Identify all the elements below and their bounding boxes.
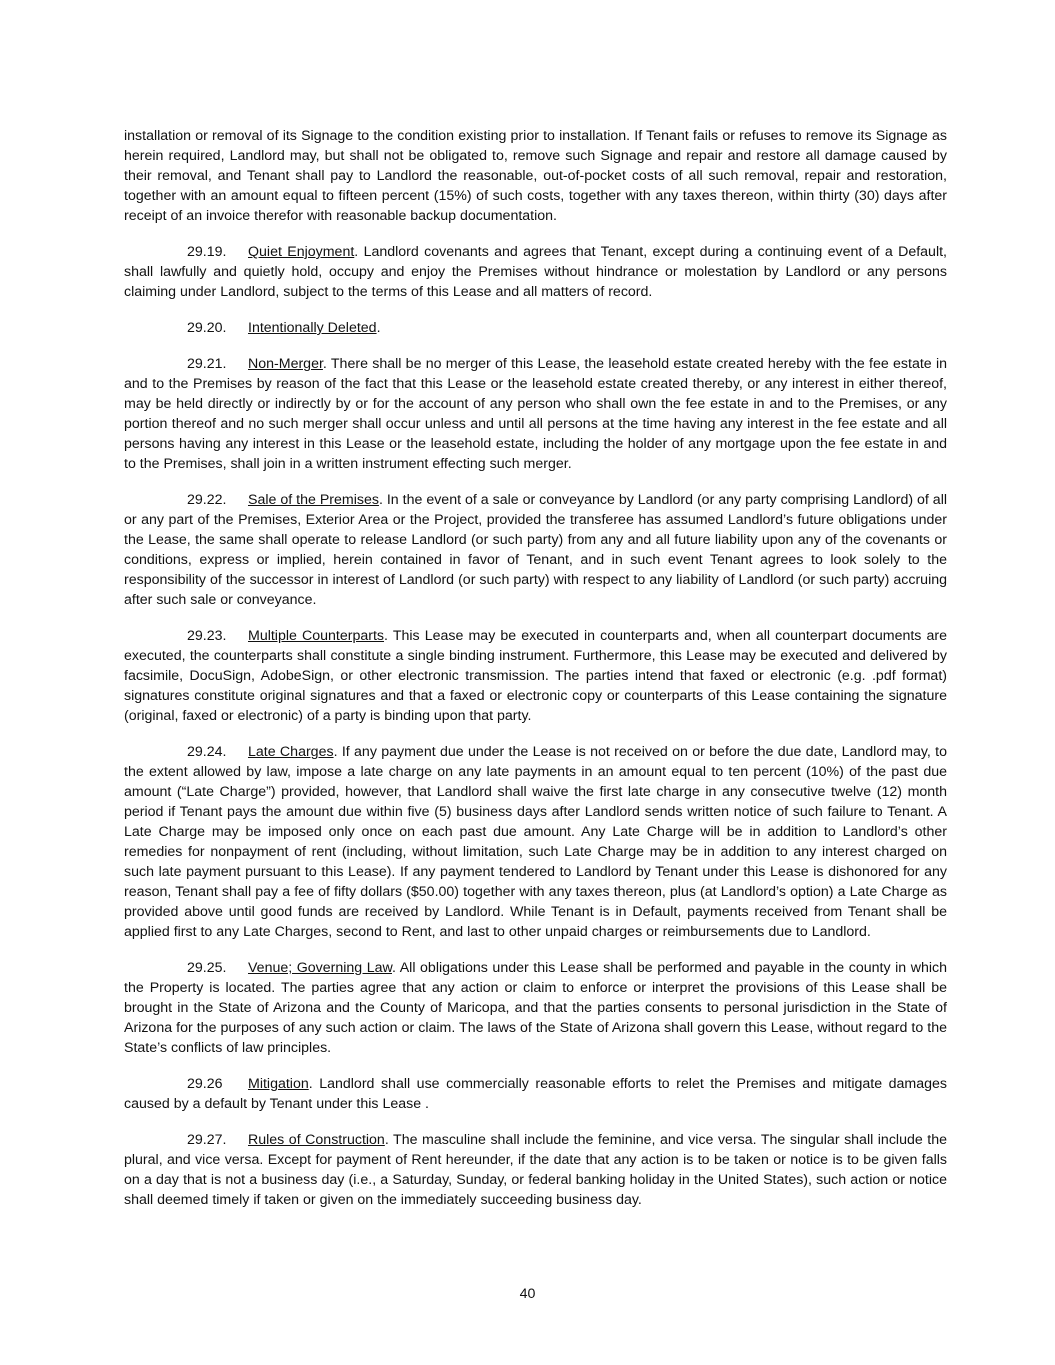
intro-paragraph: installation or removal of its Signage to the condition existing prior to installation. If Tenant fails or refuses to remove its Signage as herein required, Landlord may, but shall not be obligated to, remove such Signage and repair and restore all damage caused by their removal, and Tenant shall pay to Landlord the reasonable, out-of-pocket costs of all such removal, repair and restoration, together with an amount equal to fifteen percent (15%) of such costs, together with any taxes thereon, within thirty (30) days after receipt of an invoice therefor with reasonable backup documentation. — [124, 128, 947, 224]
section-number: 29.25. — [187, 960, 227, 976]
section-number: 29.27. — [187, 1132, 227, 1148]
section-heading: Sale of the Premises — [248, 492, 379, 508]
section-29-21 — [124, 354, 947, 474]
section-heading-suffix: . — [354, 244, 359, 260]
section-heading-suffix: . — [392, 960, 396, 976]
document-page — [124, 126, 947, 1226]
section-body: Landlord shall use commercially reasonable efforts to relet the Premises and mitigate damages caused by a default by Tenant under this Lease . — [124, 1076, 947, 1112]
section-29-22 — [124, 490, 947, 610]
section-body: The masculine shall include the feminine, and vice versa. The singular shall include the plural, and vice versa. Except for payment of Rent hereunder, if the date that any action is to be taken or notice is to be given falls on a day that is not a business day (i.e., a Saturday, Sunday, or federal banking holiday in the United States), such action or notice shall deemed timely if taken or given on the immediately succeeding business day. — [124, 1132, 947, 1208]
section-heading-suffix: . — [308, 1076, 313, 1092]
section-heading-suffix: . — [384, 1132, 389, 1148]
section-heading-suffix: . — [322, 356, 327, 372]
section-29-20 — [124, 318, 947, 338]
section-heading-suffix: . — [384, 628, 388, 644]
section-29-25 — [124, 958, 947, 1058]
section-heading: Multiple Counterparts — [248, 628, 385, 644]
section-number: 29.23. — [187, 628, 227, 644]
section-29-26 — [124, 1074, 947, 1114]
page-number: 40 — [519, 1286, 536, 1302]
section-number: 29.24. — [187, 744, 227, 760]
section-body: If any payment due under the Lease is not received on or before the due date, Landlord may, to the extent allowed by law, impose a late charge on any late payments in an amount equal to ten percent (10%) of the past due amount (“Late Charge”) provided, however, that Landlord shall waive the first late charge in any consecutive twelve (12) month period if Tenant pays the amount due within five (5) business days after Landlord sends written notice of such failure to Tenant. A Late Charge may be imposed only once on each past due amount. Any Late Charge will be in addition to Landlord’s other remedies for nonpayment of rent (including, without limitation, such Late Charge may be in addition to any interest charged on such late payment pursuant to this Lease). If any payment tendered to Landlord by Tenant under this Lease is dishonored for any reason, Tenant shall pay a fee of fifty dollars ($50.00) together with any taxes thereon, plus (at Landlord’s option) a Late Charge as provided above until good funds are received by Landlord. While Tenant is in Default, payments received from Tenant shall be applied first to any Late Charges, second to Rent, and last to other unpaid charges or reimbursements due to Landlord. — [124, 744, 947, 940]
section-29-24 — [124, 742, 947, 942]
section-heading: Venue; Governing Law — [248, 960, 392, 976]
section-29-27 — [124, 1130, 947, 1210]
section-body: In the event of a sale or conveyance by Landlord (or any party comprising Landlord) of all or any part of the Premises, Exterior Area or the Project, provided the transferee has assumed Landlord’s future obligations under the Lease, the same shall operate to release Landlord (or such party) from any and all future liability upon any of the covenants or conditions, express or implied, herein contained in favor of Tenant, and in such event Tenant agrees to look solely to the responsibility of the successor in interest of Landlord (or such party) with respect to any liability of Landlord (or such party) accruing after such sale or conveyance. — [124, 492, 947, 608]
section-heading: Intentionally Deleted — [248, 320, 377, 336]
section-heading: Rules of Construction — [248, 1132, 385, 1148]
section-heading-suffix: . — [333, 744, 338, 760]
section-heading: Mitigation — [248, 1076, 309, 1092]
section-number: 29.20. — [187, 320, 227, 336]
section-heading: Late Charges — [248, 744, 334, 760]
section-number: 29.21. — [187, 356, 227, 372]
section-number: 29.26 — [187, 1076, 223, 1092]
section-body: Landlord covenants and agrees that Tenant, except during a continuing event of a Default, shall lawfully and quietly hold, occupy and enjoy the Premises without hindrance or molestation by Landlord or any persons claiming under Landlord, subject to the terms of this Lease and all matters of record. — [124, 244, 947, 300]
section-body: This Lease may be executed in counterparts and, when all counterpart documents are executed, the counterparts shall constitute a single binding instrument. Furthermore, this Lease may be executed and delivered by facsimile, DocuSign, AdobeSign, or other electronic transmission. The parties intend that faxed or electronic (e.g. .pdf format) signatures constitute original signatures and that a faxed or electronic copy or counterparts of this Lease containing the signature (original, faxed or electronic) of a party is binding upon that party. — [124, 628, 947, 724]
section-heading-suffix: . — [376, 320, 381, 336]
section-29-19 — [124, 242, 947, 302]
section-heading: Non-Merger — [248, 356, 323, 372]
section-number: 29.19. — [187, 244, 227, 260]
section-heading-suffix: . — [378, 492, 383, 508]
section-heading: Quiet Enjoyment — [248, 244, 355, 260]
section-number: 29.22. — [187, 492, 227, 508]
section-29-23 — [124, 626, 947, 726]
section-body: All obligations under this Lease shall be performed and payable in the county in which the Property is located. The parties agree that any action or claim to enforce or interpret the provisions of this Lease shall be brought in the State of Arizona and the County of Maricopa, and that the parties consents to personal jurisdiction in the State of Arizona for the purposes of any such action or claim. The laws of the State of Arizona shall govern this Lease, without regard to the State’s conflicts of law principles. — [124, 960, 947, 1056]
section-body: There shall be no merger of this Lease, the leasehold estate created hereby with the fee estate in and to the Premises by reason of the fact that this Lease or the leasehold estate created thereby, or any interest in either thereof, may be held directly or indirectly by or for the account of any person who shall own the fee estate in and to the Premises, or any portion thereof and no such merger shall occur unless and until all persons at the time having any interest in the fee estate and all persons having any interest in this Lease or the leasehold estate, including the holder of any mortgage upon the fee estate in and to the Premises, shall join in a written instrument effecting such merger. — [124, 356, 947, 472]
